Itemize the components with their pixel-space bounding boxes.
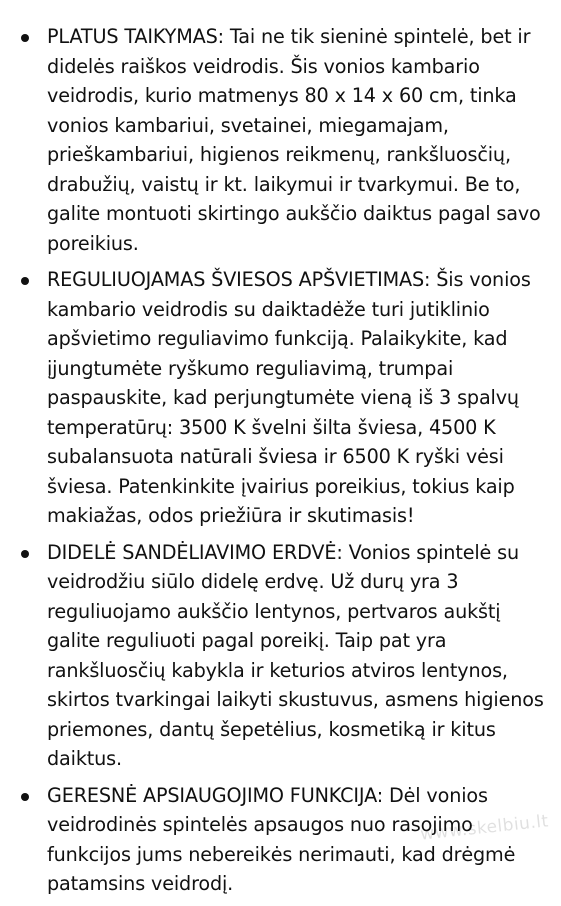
list-item-text: DIDELĖ SANDĖLIAVIMO ERDVĖ: Vonios spintelė su veidrodžiu siūlo didelę erdvę. Už durų yra 3 reguliuojamo aukščio lentynos, pertvaros aukštį galite reguliuoti pagal poreikį. Taip pat yra rankšluosčių kabykla ir keturios atviros lentynos, skirtos tvarkingai laikyti skustuvus, asmens higienos priemones, dantų šepetėlius, kosmetiką ir kitus daiktus. bbox=[47, 540, 544, 770]
list-item bbox=[0, 781, 561, 899]
bullet-point-icon bbox=[21, 277, 29, 285]
list-item-text: PLATUS TAIKYMAS: Tai ne tik sieninė spintelė, bet ir didelės raiškos veidrodis. Šis vonios kambario veidrodis, kurio matmenys 80 x 14 x 60 cm, tinka vonios kambariui, svetainei, miegamajam, prieškambariui, higienos reikmenų, rankšluosčių, drabužių, vaistų ir kt. laikymui ir tvarkymui. Be to, galite montuoti skirtingo aukščio daiktus pagal savo poreikius. bbox=[47, 25, 541, 255]
bullet-point-icon bbox=[21, 793, 29, 801]
bullet-point-icon bbox=[21, 34, 29, 42]
watermark: www.skelbiu.lt bbox=[419, 811, 550, 845]
list-item bbox=[0, 22, 561, 258]
list-item-text: GERESNĖ APSIAUGOJIMO FUNKCIJA: Dėl vonios veidrodinės spintelės apsaugos nuo rasojimo funkcijos jums nebereikės nerimauti, kad drėgmė patamsins veidrodį. bbox=[47, 783, 516, 895]
list-item-text: REGULIUOJAMAS ŠVIESOS APŠVIETIMAS: Šis vonios kambario veidrodis su daiktadėže turi jutiklinio apšvietimo reguliavimo funkciją. Palaikykite, kad įjungtumėte ryškumo reguliavimą, trumpai paspauskite, kad perjungtumėte vieną iš 3 spalvų temperatūrų: 3500 K švelni šilta šviesa, 4500 K subalansuota natūrali šviesa ir 6500 K ryški vėsi šviesa. Patenkinkite įvairius poreikius, tokius kaip makiažas, odos priežiūra ir skutimasis! bbox=[47, 268, 531, 527]
list-item bbox=[0, 538, 561, 774]
feature-bullet-list bbox=[0, 22, 561, 906]
list-item bbox=[0, 265, 561, 531]
bullet-point-icon bbox=[21, 550, 29, 558]
